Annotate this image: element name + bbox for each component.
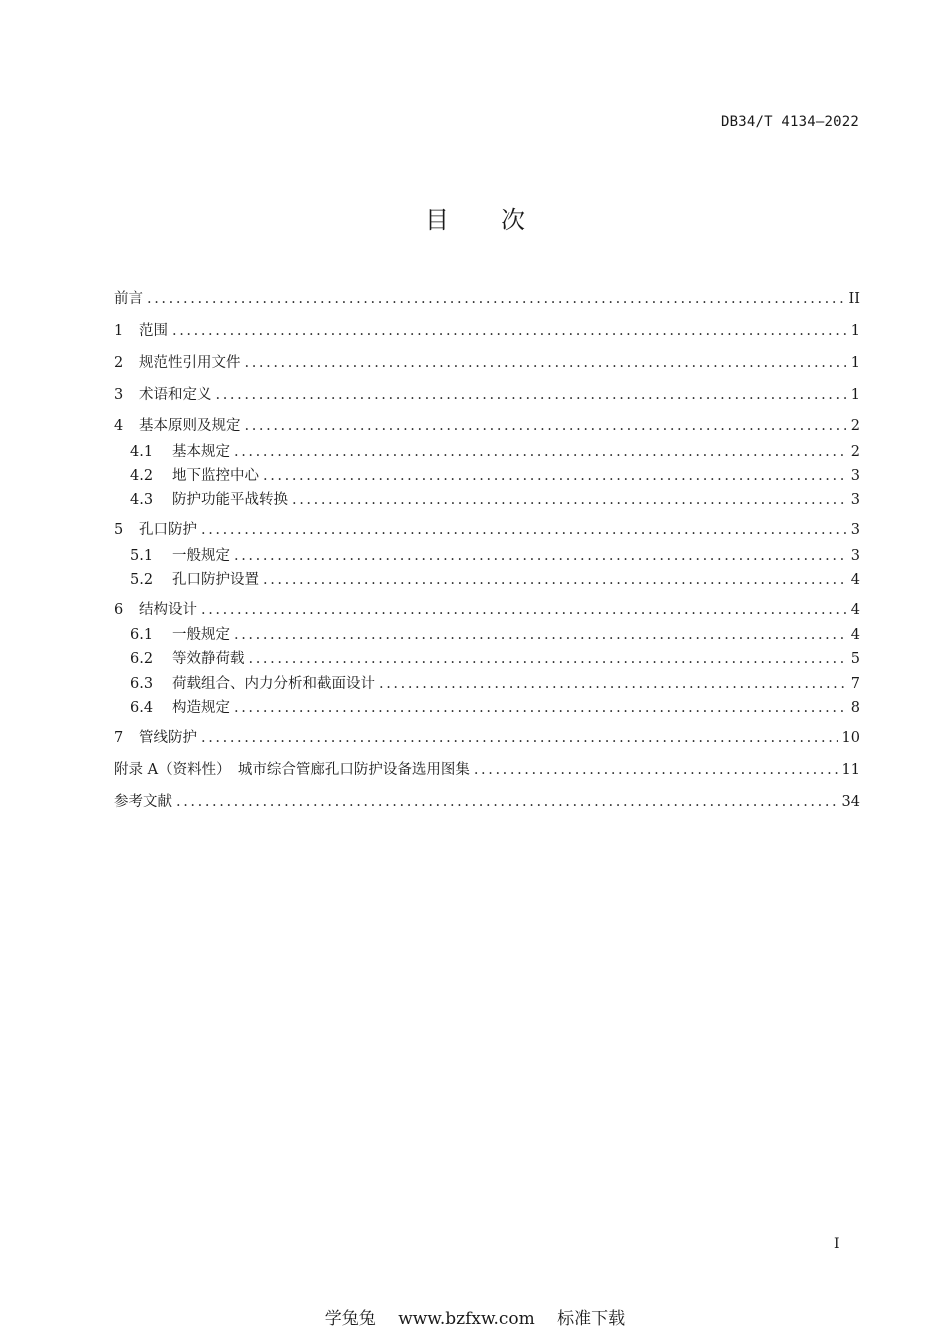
toc-entry-label: 附录 A（资料性） 城市综合管廊孔口防护设备选用图集 bbox=[114, 762, 470, 778]
toc-entry-number: 4.3 bbox=[130, 492, 154, 508]
toc-leader-dots bbox=[234, 697, 846, 719]
toc-leader-dots bbox=[249, 648, 847, 670]
toc-entry-number: 6.3 bbox=[130, 676, 154, 692]
toc-entry-references[interactable] bbox=[114, 791, 860, 813]
toc-entry-5[interactable] bbox=[114, 519, 860, 541]
toc-entry-4-1[interactable] bbox=[130, 441, 860, 463]
toc-entry-page: 11 bbox=[841, 762, 860, 778]
toc-leader-dots bbox=[263, 569, 846, 591]
toc-leader-dots bbox=[379, 673, 846, 695]
page-number: I bbox=[834, 1236, 840, 1252]
toc-leader-dots bbox=[201, 599, 846, 621]
toc-entry-6-3[interactable] bbox=[130, 673, 860, 695]
toc-entry-5-2[interactable] bbox=[130, 569, 860, 591]
toc-entry-number: 7 bbox=[114, 730, 124, 746]
toc-entry-label: 一般规定 bbox=[172, 548, 230, 564]
toc-entry-label: 一般规定 bbox=[172, 627, 230, 643]
toc-entry-page: 2 bbox=[850, 418, 860, 434]
toc-entry-label: 基本原则及规定 bbox=[139, 418, 241, 434]
toc-leader-dots bbox=[176, 791, 838, 813]
toc-entry-page: 3 bbox=[850, 468, 860, 484]
toc-entry-7[interactable] bbox=[114, 727, 860, 749]
toc-entry-number: 4.1 bbox=[130, 444, 154, 460]
toc-leader-dots bbox=[245, 352, 847, 374]
toc-leader-dots bbox=[245, 415, 847, 437]
toc-leader-dots bbox=[234, 624, 846, 646]
toc-leader-dots bbox=[474, 759, 838, 781]
toc-entry-label: 孔口防护设置 bbox=[172, 572, 259, 588]
toc-leader-dots bbox=[216, 384, 847, 406]
toc-entry-label: 参考文献 bbox=[114, 794, 172, 810]
toc-entry-label: 范围 bbox=[139, 323, 168, 339]
toc-entry-label: 基本规定 bbox=[172, 444, 230, 460]
toc-entry-number: 5 bbox=[114, 522, 124, 538]
toc-entry-6-2[interactable] bbox=[130, 648, 860, 670]
toc-entry-label: 管线防护 bbox=[139, 730, 197, 746]
toc-entry-number: 5.1 bbox=[130, 548, 154, 564]
toc-entry-foreword[interactable] bbox=[114, 288, 860, 310]
toc-entry-page: 8 bbox=[850, 700, 860, 716]
toc-entry-label: 孔口防护 bbox=[139, 522, 197, 538]
toc-entry-6-1[interactable] bbox=[130, 624, 860, 646]
toc-entry-page: 1 bbox=[850, 355, 860, 371]
toc-entry-3[interactable] bbox=[114, 384, 860, 406]
toc-entry-5-1[interactable] bbox=[130, 545, 860, 567]
toc-entry-page: 3 bbox=[850, 522, 860, 538]
toc-entry-label: 地下监控中心 bbox=[172, 468, 259, 484]
toc-entry-page: 34 bbox=[841, 794, 860, 810]
toc-entry-page: 7 bbox=[850, 676, 860, 692]
toc-leader-dots bbox=[234, 545, 846, 567]
toc-entry-label: 前言 bbox=[114, 291, 143, 307]
toc-entry-page: 4 bbox=[850, 602, 860, 618]
footer-watermark: 学兔兔 www.bzfxw.com 标准下载 bbox=[324, 1309, 626, 1329]
toc-entry-6-4[interactable] bbox=[130, 697, 860, 719]
toc-entry-number: 5.2 bbox=[130, 572, 154, 588]
standard-code: DB34/T 4134—2022 bbox=[720, 114, 859, 130]
toc-entry-page: 10 bbox=[841, 730, 860, 746]
toc-entry-label: 术语和定义 bbox=[139, 387, 212, 403]
toc-entry-label: 等效静荷载 bbox=[172, 651, 245, 667]
toc-title bbox=[0, 200, 950, 235]
toc-entry-page: 2 bbox=[850, 444, 860, 460]
toc-entry-number: 4 bbox=[114, 418, 124, 434]
toc-leader-dots bbox=[201, 727, 838, 749]
toc-entry-number: 2 bbox=[114, 355, 124, 371]
toc-entry-page: 1 bbox=[850, 387, 860, 403]
toc-entry-number: 6.2 bbox=[130, 651, 154, 667]
toc-entry-4-2[interactable] bbox=[130, 465, 860, 487]
toc-entry-number: 6.4 bbox=[130, 700, 154, 716]
toc-entry-page: 1 bbox=[850, 323, 860, 339]
toc-entry-4-3[interactable] bbox=[130, 489, 860, 511]
toc-entry-number: 3 bbox=[114, 387, 124, 403]
toc-entry-label: 结构设计 bbox=[139, 602, 197, 618]
toc-entry-page: 4 bbox=[850, 627, 860, 643]
toc-entry-number: 4.2 bbox=[130, 468, 154, 484]
toc-entry-1[interactable] bbox=[114, 320, 860, 342]
toc-entry-page: 5 bbox=[850, 651, 860, 667]
toc-entry-page: 3 bbox=[850, 548, 860, 564]
toc-entry-number: 6 bbox=[114, 602, 124, 618]
toc-entry-number: 6.1 bbox=[130, 627, 154, 643]
toc-entry-label: 防护功能平战转换 bbox=[172, 492, 288, 508]
toc-leader-dots bbox=[263, 465, 846, 487]
toc-entry-page: 3 bbox=[850, 492, 860, 508]
toc-entry-appendix-a[interactable] bbox=[114, 759, 860, 781]
toc-leader-dots bbox=[201, 519, 846, 541]
toc-entry-4[interactable] bbox=[114, 415, 860, 437]
toc-entry-label: 规范性引用文件 bbox=[139, 355, 241, 371]
toc-entry-label: 构造规定 bbox=[172, 700, 230, 716]
toc-entry-label: 荷载组合、内力分析和截面设计 bbox=[172, 676, 375, 692]
toc-title-char-1: 目 bbox=[425, 206, 449, 234]
toc-leader-dots bbox=[147, 288, 845, 310]
toc-entry-number: 1 bbox=[114, 323, 124, 339]
toc-entry-2[interactable] bbox=[114, 352, 860, 374]
toc-entry-page: 4 bbox=[850, 572, 860, 588]
toc-entry-page: II bbox=[848, 291, 860, 307]
toc-leader-dots bbox=[292, 489, 846, 511]
toc-leader-dots bbox=[172, 320, 846, 342]
toc-entry-6[interactable] bbox=[114, 599, 860, 621]
toc-leader-dots bbox=[234, 441, 846, 463]
toc-title-char-2: 次 bbox=[501, 206, 525, 234]
